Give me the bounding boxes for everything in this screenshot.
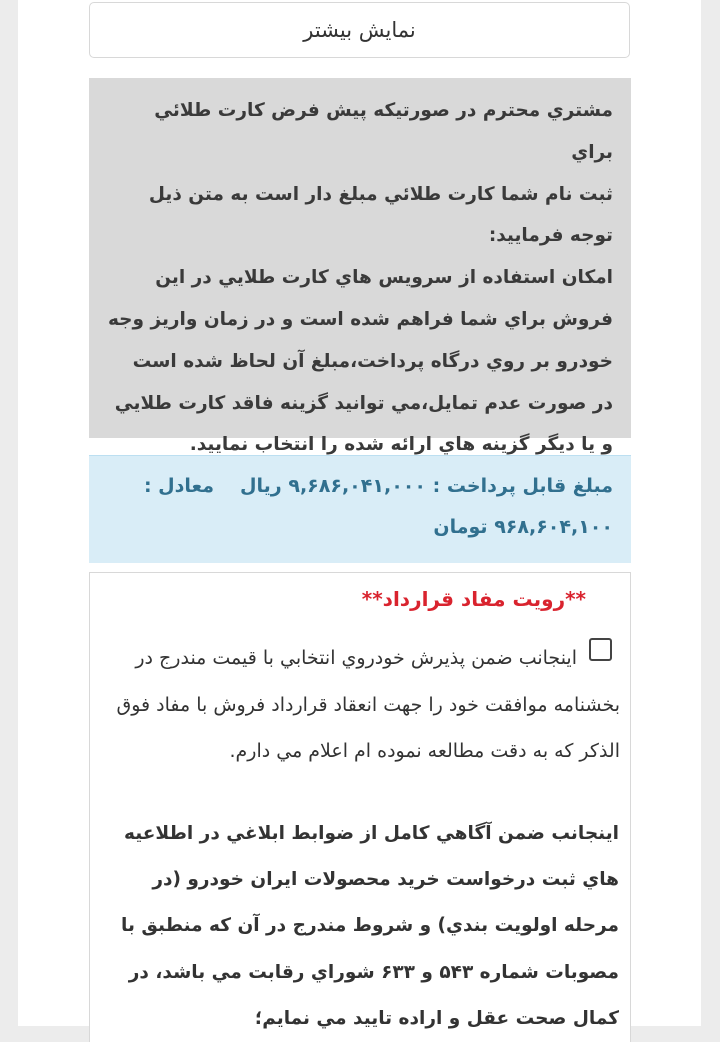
golden-card-notice xyxy=(89,78,631,456)
notice-line: امکان استفاده از سرويس هاي کارت طلايي در اين xyxy=(155,267,613,289)
agree-checkbox[interactable] xyxy=(589,638,612,661)
notice-line: و يا ديگر گزينه هاي ارائه شده را انتخاب نماييد. xyxy=(189,434,613,456)
equivalent-label: معادل : xyxy=(143,475,215,497)
notice-line: توجه فرماييد: xyxy=(488,225,613,247)
notice-line: در صورت عدم تمايل،مي توانيد گزينه فاقد کارت طلايي xyxy=(114,392,613,414)
confirmation-text: اينجانب ضمن آگاهي کامل از ضوابط ابلاغي در اطلاعيه هاي ثبت درخواست خريد محصولات ايران خودرو (در مرحله اولويت بندي) و شروط مندرج در آن که منطبق با مصوبات شماره ۵۴۳ و ۶۳۳ شوراي رقابت مي باشد، در کمال صحت عقل و اراده تاييد مي نمايم؛ xyxy=(121,823,619,1029)
payment-amount-box xyxy=(89,455,631,563)
notice-line: ثبت نام شما کارت طلائي مبلغ دار است به متن ذيل xyxy=(148,183,613,205)
notice-line: فروش براي شما فراهم شده است و در زمان واريز وجه xyxy=(107,308,613,330)
notice-line: مشتري محترم در صورتيکه پيش فرض کارت طلائي براي xyxy=(154,100,613,163)
show-more-button[interactable]: نمايش بيشتر xyxy=(89,2,630,58)
contract-terms-panel xyxy=(89,572,631,1042)
toman-amount: ۹۶۸,۶۰۴,۱۰۰ تومان xyxy=(433,516,613,538)
contract-title: **رويت مفاد قرارداد** xyxy=(361,587,586,611)
payment-label: مبلغ قابل پرداخت : xyxy=(432,475,613,497)
agree-row xyxy=(100,635,620,775)
agree-text: اينجانب ضمن پذيرش خودروي انتخابي با قيمت مندرج در بخشنامه موافقت خود را جهت انعقاد قرارداد فروش با مفاد فوق الذکر که به دقت مطالعه نموده ام اعلام مي دارم. xyxy=(116,647,620,762)
notice-line: خودرو بر روي درگاه پرداخت،مبلغ آن لحاظ شده است xyxy=(132,350,613,372)
rial-amount: ۹,۶۸۶,۰۴۱,۰۰۰ ريال xyxy=(240,475,426,497)
